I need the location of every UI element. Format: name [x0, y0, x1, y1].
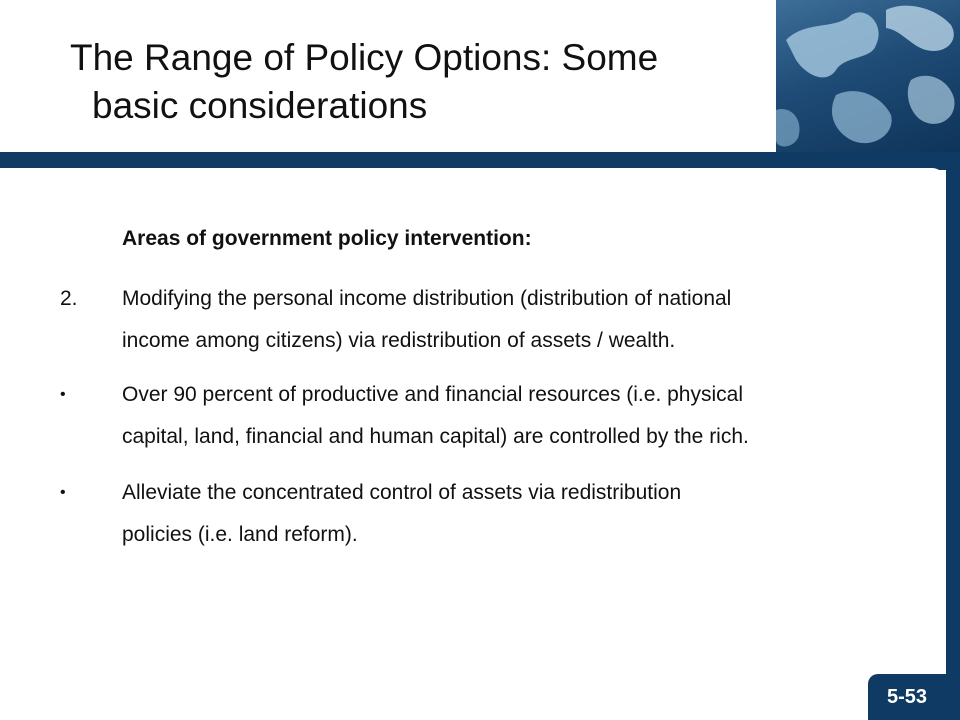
slide-title-line2: basic considerations — [92, 85, 428, 126]
list-item-text — [60, 278, 940, 362]
list-item-line: capital, land, financial and human capital) are controlled by the rich. — [122, 425, 749, 448]
list-item-text — [60, 472, 940, 556]
world-map-graphic-icon — [776, 0, 960, 156]
list-item-line: Alleviate the concentrated control of assets via redistribution — [122, 481, 682, 504]
list-item-text — [60, 374, 940, 458]
bullet-icon: • — [60, 386, 66, 403]
list-item-line: policies (i.e. land reform). — [122, 523, 358, 546]
slide-title — [70, 34, 750, 130]
page-number-badge: 5-53 — [868, 674, 946, 720]
list-item — [60, 278, 940, 362]
list-item — [60, 472, 940, 556]
section-heading: Areas of government policy intervention: — [122, 227, 532, 250]
bullet-icon: • — [60, 484, 66, 501]
frame-right-bar — [946, 152, 960, 720]
slide-title-line1: The Range of Policy Options: Some — [70, 37, 659, 78]
list-number: 2. — [60, 287, 78, 310]
list-item-line: Modifying the personal income distribution (distribution of national — [122, 287, 732, 310]
list-item-line: income among citizens) via redistribution of assets / wealth. — [122, 329, 676, 352]
list-item — [60, 374, 940, 458]
list-item-line: Over 90 percent of productive and financial resources (i.e. physical — [122, 383, 743, 406]
